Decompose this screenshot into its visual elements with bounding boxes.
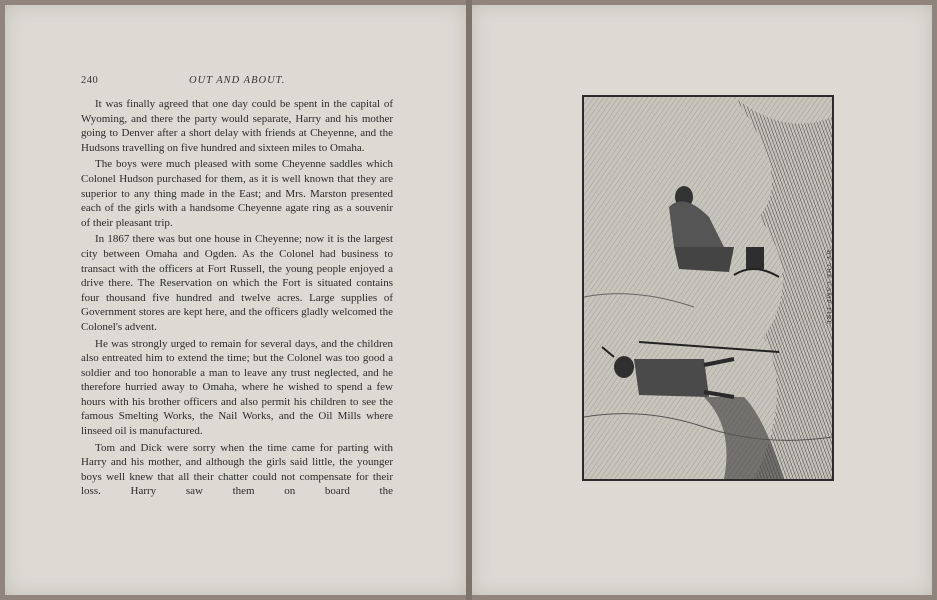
- left-page: [5, 5, 466, 595]
- body-text: [81, 97, 393, 501]
- page-header: [81, 75, 393, 89]
- paragraph: It was finally agreed that one day could be spent in the capital of Wyoming, and there the party would separate, Harry and his mother going to Denver after a short delay with friends at Cheyenne, and the Hudsons travelling on five hundred and sixteen miles to Omaha.: [81, 98, 393, 154]
- paragraph: Tom and Dick were sorry when the time came for parting with Harry and his mother, and although the girls said little, the younger boys well knew that all their chatter could not compensate for their loss. Harry saw them on board the: [81, 441, 393, 498]
- illustration-caption: BY THE CAMP-FIRE.: [825, 250, 832, 328]
- running-head: OUT AND ABOUT.: [189, 75, 286, 86]
- paragraph: The boys were much pleased with some Cheyenne saddles which Colonel Hudson purchased for them, as it is well known that they are superior to any thing made in the East; and Mrs. Marston presented each of the girls with a handsome Cheyenne agate ring as a souvenir of their pleasant trip.: [81, 158, 393, 229]
- paragraph: In 1867 there was but one house in Cheyenne; now it is the largest city between Omaha and Ogden. As the Colonel had business to transact with the officers at Fort Russell, the young people enjoyed a drive there. The Reservation on which the Fort is situated contains four thousand five hundred and twelve acres. Large supplies of Government stores are kept here, and the officers gladly welcomed the Colonel's advent.: [81, 233, 393, 333]
- engraving-illustration: [582, 95, 834, 481]
- right-page: [472, 5, 932, 595]
- paragraph: He was strongly urged to remain for several days, and the children also entreated him to extend the time; but the Colonel was too good a soldier and too honorable a man to leave any trust neglected, and he therefore hurried away to Omaha, where he wished to spend a few hours with his brother officers and also permit his children to see the famous Smelting Works, the Nail Works, and the Oil Mills where linseed oil is manufactured.: [81, 337, 393, 438]
- camp-fire-engraving: [584, 97, 832, 479]
- page-number: 240: [81, 75, 99, 86]
